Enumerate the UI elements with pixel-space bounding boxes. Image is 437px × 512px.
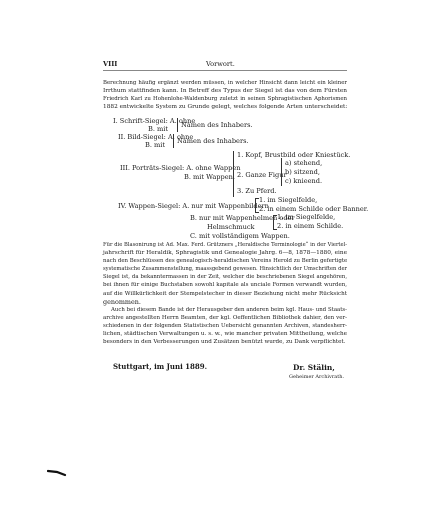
- page-number: VIII: [103, 60, 118, 68]
- class-i-brace: [177, 118, 178, 132]
- text-line: systematische Zusammenstellung, maassgebend gewesen. Hinsichtlich der Umschriften der: [103, 266, 347, 273]
- text-line: 1882 entwickelte System zu Grunde gelegt, welches folgende Arten unterscheidet:: [103, 104, 348, 111]
- class-iv-b1: 1. im Siegelfelde,: [277, 213, 336, 221]
- class-iii-2-brace: [281, 158, 282, 186]
- text-line: besonders in den Verbesserungen und Zusätzen benützt wurde, zu Dank verpflichtet.: [103, 339, 346, 346]
- class-iii-2: 2. Ganze Figur: [237, 171, 287, 179]
- class-iii-3: 3. Zu Pferd.: [237, 187, 277, 195]
- text-line: Auch bei diesem Bande ist der Herausgeber den anderen beim kgl. Haus- und Staats-: [111, 307, 347, 313]
- class-ii-brace: [173, 134, 174, 148]
- class-i-desc: Namen des Inhabers.: [181, 121, 253, 129]
- class-iv-a2: 2. in einem Schilde oder Banner.: [259, 205, 369, 213]
- text-line: Siegel ist, da bekanntermassen in der Zeit, welcher die beschriebenen Siegel angehören,: [103, 274, 347, 281]
- text-line: Berechnung häufig ergänzt werden müssen, in welcher Hinsicht dann leicht ein kleiner: [103, 80, 347, 86]
- class-i-b: B. mit: [148, 125, 169, 133]
- place-date: Stuttgart, im Juni 1889.: [113, 362, 208, 371]
- class-iv-label: IV. Wappen-Siegel: A. nur mit Wappenbildern: [118, 202, 269, 210]
- text-line: auf die Willkürlichkeit der Stempelstecher in dieser Beziehung nicht mehr Rücksicht: [103, 290, 347, 297]
- class-iii-2b: b) sitzend,: [285, 168, 320, 176]
- class-iv-b-cont: Helmschmuck: [207, 223, 255, 231]
- class-i-label: I. Schrift-Siegel: A. ohne: [113, 117, 196, 125]
- class-ii-label: II. Bild-Siegel: A. ohne: [118, 133, 194, 141]
- class-iv-b2: 2. in einem Schilde.: [277, 222, 344, 230]
- signature: Dr. Stälin,: [293, 363, 335, 372]
- text-line: lichen, städtischen Verwaltungen u. s. w., wie mancher privaten Mittheilung, welche: [103, 331, 348, 338]
- class-iv-c: C. mit vollständigem Wappen.: [190, 232, 290, 240]
- class-iii-label: III. Porträts-Siegel: A. ohne Wappen: [120, 164, 241, 172]
- class-ii-desc: Namen des Inhabers.: [177, 137, 249, 145]
- text-line: bei ihnen für einige Buchstaben sowohl kapitale als unciale Formen verwandt wurden,: [103, 282, 347, 289]
- blazon-paragraph: [103, 241, 347, 306]
- text-line: genommen.: [103, 297, 141, 306]
- intro-paragraph: [103, 79, 347, 111]
- class-iii-brace: [233, 151, 234, 197]
- class-iii-2c: c) knieend.: [285, 177, 323, 185]
- class-iv-b: B. nur mit Wappenhelmen oder: [190, 214, 295, 222]
- class-iii-1: 1. Kopf, Brustbild oder Kniestück.: [237, 151, 351, 159]
- thanks-paragraph: [103, 306, 347, 346]
- running-title: Vorwort.: [206, 60, 235, 68]
- text-line: nach den Beschlüssen des genealogisch-heraldischen Vereins Herold zu Berlin gefertigte: [103, 258, 348, 265]
- class-iii-2a: a) stehend,: [285, 159, 323, 167]
- text-line: schiedenen in der folgenden Statistischen Uebersicht genannten Archiven, standesherr-: [103, 323, 347, 330]
- text-line: archive angestellten Herrn Beamten, der kgl. Oeffentlichen Bibliothek dahier, den ver-: [103, 315, 347, 322]
- class-ii-b: B. mit: [145, 141, 166, 149]
- class-iii-b: B. mit Wappen.: [184, 173, 235, 181]
- text-line: Friedrich Karl zu Hohenlohe-Waldenburg zuletzt in seinen Sphragistischen Aphorismen: [103, 96, 347, 103]
- header-rule: [103, 70, 347, 71]
- class-iv-a1: 1. im Siegelfelde,: [259, 196, 318, 204]
- margin-mark: [47, 469, 67, 477]
- text-line: Irrthum stattfinden kann. In Betreff des Typus der Siegel ist das von dem Fürsten: [103, 88, 347, 95]
- text-line: jahrschrift für Heraldik, Sphragistik und Genealogie Jahrg. 6—8, 1878—1880, eine: [103, 250, 348, 257]
- text-line: Für die Blasonirung ist Ad. Max. Ferd. Grützners „Heraldische Terminologie“ in der Viertel-: [103, 242, 347, 248]
- signature-role: Geheimer Archivrath.: [289, 374, 345, 380]
